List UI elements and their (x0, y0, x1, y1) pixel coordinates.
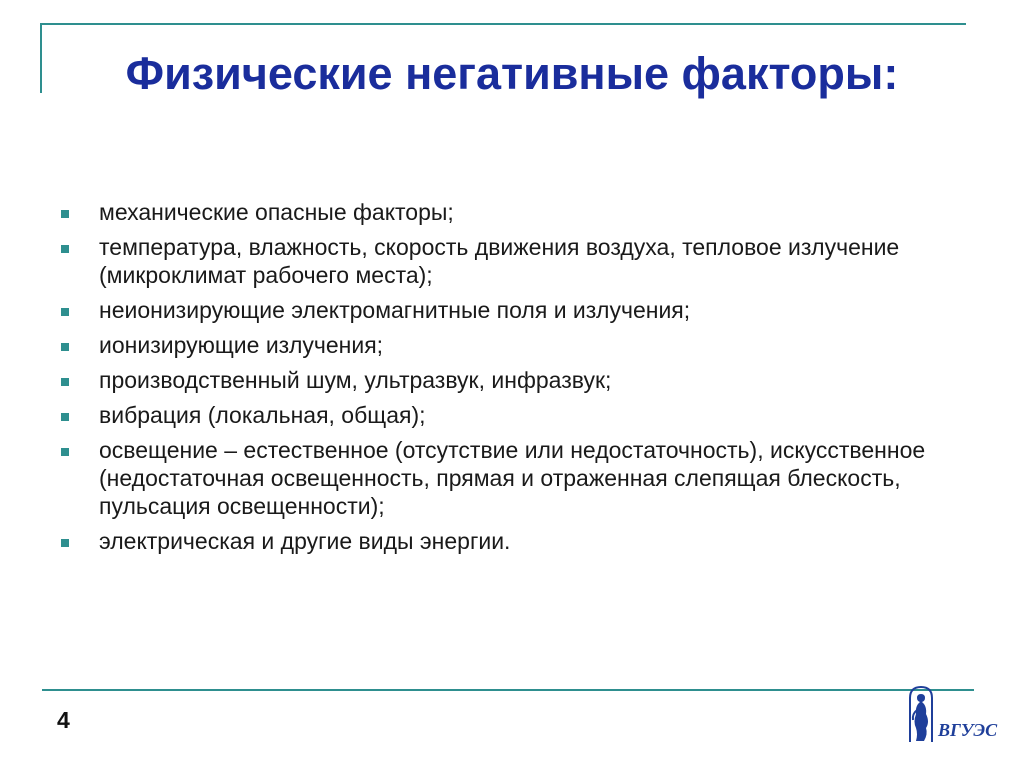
list-item (60, 401, 960, 429)
square-bullet-icon (61, 448, 69, 456)
list-item-text: вибрация (локальная, общая); (99, 402, 426, 428)
list-item-text: электрическая и другие виды энергии. (99, 528, 511, 554)
list-item (60, 233, 960, 289)
list-item-text: освещение – естественное (отсутствие или недостаточность), искусственное (недостаточная освещенность, прямая и отраженная слепящая блескость, пульсация освещенности); (99, 437, 926, 519)
square-bullet-icon (61, 210, 69, 218)
square-bullet-icon (61, 539, 69, 547)
list-item (60, 436, 960, 520)
slide-title: Физические негативные факторы: (125, 48, 899, 99)
svg-text:ВГУЭС: ВГУЭС (938, 720, 998, 740)
list-item-text: температура, влажность, скорость движения воздуха, тепловое излучение (микроклимат рабочего места); (99, 234, 900, 288)
left-accent-line (40, 23, 42, 93)
list-item (60, 331, 960, 359)
bullet-list (60, 198, 960, 562)
list-item-text: производственный шум, ультразвук, инфразвук; (99, 367, 612, 393)
list-item (60, 198, 960, 226)
square-bullet-icon (61, 343, 69, 351)
list-item (60, 527, 960, 555)
university-logo-icon (904, 684, 1008, 746)
square-bullet-icon (61, 245, 69, 253)
list-item (60, 366, 960, 394)
list-item-text: неионизирующие электромагнитные поля и излучения; (99, 297, 691, 323)
square-bullet-icon (61, 378, 69, 386)
list-item-text: ионизирующие излучения; (99, 332, 384, 358)
square-bullet-icon (61, 308, 69, 316)
page-number: 4 (57, 707, 70, 733)
square-bullet-icon (61, 413, 69, 421)
top-divider-line (40, 23, 966, 25)
list-item (60, 296, 960, 324)
bottom-divider-line (42, 689, 974, 691)
list-item-text: механические опасные факторы; (99, 199, 454, 225)
